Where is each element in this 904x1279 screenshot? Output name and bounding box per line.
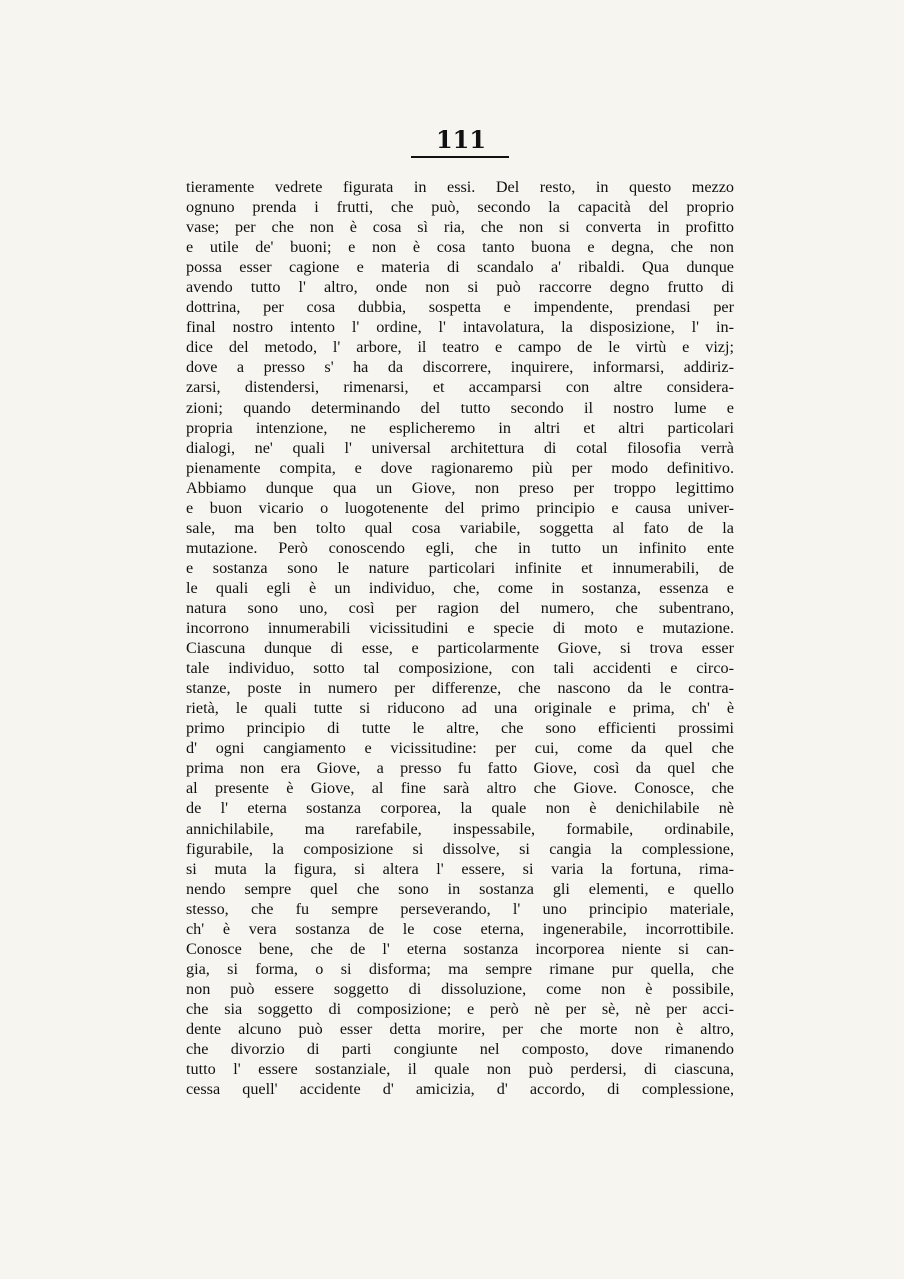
text-line: e utile de' buoni; e non è cosa tanto buona e degna, che non — [186, 238, 734, 257]
text-line: vase; per che non è cosa sì ria, che non si converta in profitto — [186, 218, 734, 237]
text-line: le quali egli è un individuo, che, come in sostanza, essenza e — [186, 578, 734, 597]
text-line: non può essere soggetto di dissoluzione, come non è possibile, — [186, 979, 734, 998]
text-line: stanze, poste in numero per differenze, che nascono da le contra- — [186, 679, 734, 698]
text-line: nendo sempre quel che sono in sostanza gli elementi, e quello — [186, 879, 734, 898]
text-line: e buon vicario o luogotenente del primo principio e causa univer- — [186, 498, 734, 517]
text-line: de l' eterna sostanza corporea, la quale non è denichilabile nè — [186, 799, 734, 818]
text-line: rietà, le quali tutte si riducono ad una originale e prima, ch' è — [186, 699, 734, 718]
text-line: pienamente compita, e dove ragionaremo più per modo definitivo. — [186, 458, 734, 477]
text-line: tale individuo, sotto tal composizione, con tali accidenti e circo- — [186, 659, 734, 678]
text-line: dice del metodo, l' arbore, il teatro e campo de le virtù e vizj; — [186, 338, 734, 357]
text-line: tutto l' essere sostanziale, il quale non può perdersi, di ciascuna, — [186, 1060, 734, 1079]
text-line: gia, si forma, o si disforma; ma sempre rimane pur quella, che — [186, 959, 734, 978]
page-number: 111 — [435, 125, 487, 154]
text-line: Ciascuna dunque di esse, e particolarmente Giove, si trova esser — [186, 639, 734, 658]
text-line: incorrono innumerabili vicissitudini e specie di moto e mutazione. — [186, 619, 734, 638]
text-line: cessa quell' accidente d' amicizia, d' accordo, di complessione, — [186, 1080, 734, 1099]
text-line: annichilabile, ma rarefabile, inspessabile, formabile, ordinabile, — [186, 819, 734, 838]
text-line: dialogi, ne' quali l' universal architettura di cotal filosofia verrà — [186, 438, 734, 457]
text-line: che divorzio di parti congiunte nel composto, dove rimanendo — [186, 1040, 734, 1059]
text-line: si muta la figura, si altera l' essere, si varia la fortuna, rima- — [186, 859, 734, 878]
header-rule — [411, 156, 509, 158]
text-line: Conosce bene, che de l' eterna sostanza incorporea niente si can- — [186, 939, 734, 958]
text-line: figurabile, la composizione si dissolve, si cangia la complessione, — [186, 839, 734, 858]
text-line: dente alcuno può esser detta morire, per che morte non è altro, — [186, 1019, 734, 1038]
text-line: primo principio di tutte le altre, che sono efficienti prossimi — [186, 719, 734, 738]
text-line: zioni; quando determinando del tutto secondo il nostro lume e — [186, 398, 734, 417]
text-line: dove a presso s' ha da discorrere, inquirere, informarsi, addiriz- — [186, 358, 734, 377]
text-line: dottrina, per cosa dubbia, sospetta e impendente, prendasi per — [186, 298, 734, 317]
text-line: che sia soggetto di composizione; e però nè per sè, nè per acci- — [186, 999, 734, 1018]
text-line: Abbiamo dunque qua un Giove, non preso per troppo legittimo — [186, 478, 734, 497]
text-line: stesso, che fu sempre perseverando, l' uno principio materiale, — [186, 899, 734, 918]
text-line: d' ogni cangiamento e vicissitudine: per cui, come da quel che — [186, 739, 734, 758]
text-line: ognuno prenda i frutti, che può, secondo la capacità del proprio — [186, 198, 734, 217]
text-line: avendo tutto l' altro, onde non si può raccorre degno frutto di — [186, 278, 734, 297]
text-line: zarsi, distendersi, rimenarsi, et accamparsi con altre considera- — [186, 378, 734, 397]
text-line: mutazione. Però conoscendo egli, che in tutto un infinito ente — [186, 538, 734, 557]
text-line: sale, ma ben tolto qual cosa variabile, soggetta al fato de la — [186, 518, 734, 537]
text-line: al presente è Giove, al fine sarà altro che Giove. Conosce, che — [186, 779, 734, 798]
text-line: propria intenzione, ne esplicheremo in altri et altri particolari — [186, 418, 734, 437]
text-line: ch' è vera sostanza de le cose eterna, ingenerabile, incorrottibile. — [186, 919, 734, 938]
text-line: e sostanza sono le nature particolari infinite et innumerabili, de — [186, 558, 734, 577]
text-line: final nostro intento l' ordine, l' intavolatura, la disposizione, l' in- — [186, 318, 734, 337]
text-line: possa esser cagione e materia di scandalo a' ribaldi. Qua dunque — [186, 258, 734, 277]
text-line: prima non era Giove, a presso fu fatto Giove, così da quel che — [186, 759, 734, 778]
body-text — [186, 177, 734, 1099]
text-line: tieramente vedrete figurata in essi. Del resto, in questo mezzo — [186, 178, 734, 196]
text-line: natura sono uno, così per ragion del numero, che subentrano, — [186, 598, 734, 617]
